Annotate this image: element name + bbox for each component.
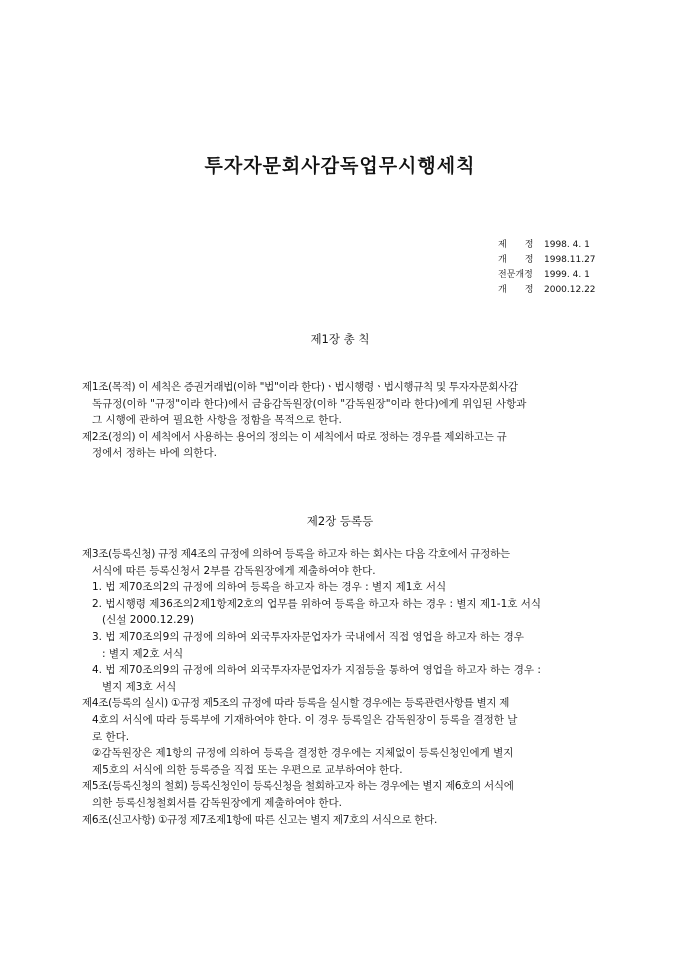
article-2-line: 제2조(정의) 이 세칙에서 사용하는 용어의 정의는 이 세칙에서 따로 정하는 경우를 제외하고는 규 [82, 430, 507, 443]
document-title: 투자자문회사감독업무시행세칙 [204, 155, 476, 177]
history-date: 2000.12.22 [544, 285, 596, 295]
chapter-2-heading: 제2장 등록등 [306, 514, 374, 528]
history-label: 전문개정 [498, 270, 533, 280]
article-4-paragraph: ②감독원장은 제1항의 규정에 의하여 등록을 결정한 경우에는 지체없이 등록신청인에게 별지 [92, 747, 514, 760]
history-date: 1998. 4. 1 [544, 240, 590, 250]
history-label: 제 정 [498, 240, 534, 250]
article-3-item: 2. 법시행령 제36조의2제1항제2호의 업무를 위하여 등록을 하고자 하는 경우 : 별지 제1-1호 서식 [92, 597, 542, 610]
chapter-1-heading: 제1장 총 칙 [310, 332, 370, 346]
article-3-item: 1. 법 제70조의2의 규정에 의하여 등록을 하고자 하는 경우 : 별지 제1호 서식 [92, 581, 447, 594]
article-4-line: 로 한다. [92, 730, 130, 743]
history-row [498, 253, 668, 268]
article-4-paragraph: 제5호의 서식에 의한 등록증을 직접 또는 우편으로 교부하여야 한다. [92, 763, 403, 776]
history-row [498, 283, 668, 298]
history-label: 개 정 [498, 285, 534, 295]
article-1-line: 그 시행에 관하여 필요한 사항을 정함을 목적으로 한다. [92, 414, 342, 427]
chapter-1-body [82, 379, 602, 462]
article-3-item: 4. 법 제70조의9의 규정에 의하여 외국투자자문업자가 지점등을 통하여 영업을 하고자 하는 경우 : [92, 664, 541, 677]
history-row [498, 238, 668, 253]
article-5-line: 의한 등록신청철회서를 감독원장에게 제출하여야 한다. [92, 796, 342, 809]
article-3-line: 서식에 따른 등록신청서 2부를 감독원장에게 제출하여야 한다. [92, 564, 376, 577]
article-4-line: 제4조(등록의 실시) ①규정 제5조의 규정에 따라 등록을 실시할 경우에는 등록관련사항를 별지 제 [82, 697, 510, 710]
article-1-line: 제1조(목적) 이 세칙은 증권거래법(이하 "법"이라 한다)ㆍ법시행령ㆍ법시행규칙 및 투자자문회사감 [82, 381, 518, 393]
article-1-line: 독규정(이하 "규정"이라 한다)에서 금융감독원장(이하 "감독원장"이라 한다)에게 위임된 사항과 [92, 397, 527, 410]
history-label: 개 정 [498, 255, 534, 265]
article-2-line: 정에서 정하는 바에 의한다. [92, 447, 217, 460]
history-row [498, 268, 668, 283]
history-date: 1999. 4. 1 [544, 270, 590, 280]
article-3-line: 제3조(등록신청) 규정 제4조의 규정에 의하여 등록을 하고자 하는 회사는 다음 각호에서 규정하는 [82, 548, 510, 560]
chapter-2-body [82, 546, 602, 828]
article-3-item-cont: : 별지 제2호 서식 [102, 647, 184, 660]
article-3-item: 3. 법 제70조의9의 규정에 의하여 외국투자자문업자가 국내에서 직접 영업을 하고자 하는 경우 [92, 630, 524, 643]
article-6-line: 제6조(신고사항) ①규정 제7조제1항에 따른 신고는 별지 제7호의 서식으로 한다. [82, 813, 438, 826]
article-5-line: 제5조(등록신청의 철회) 등록신청인이 등록신청을 철회하고자 하는 경우에는 별지 제6호의 서식에 [82, 780, 514, 793]
history-date: 1998.11.27 [544, 255, 596, 265]
amendment-history [498, 238, 668, 298]
article-3-item-cont: (신설 2000.12.29) [102, 614, 194, 627]
article-3-item-cont: 별지 제3호 서식 [102, 680, 177, 693]
article-4-line: 4호의 서식에 따라 등록부에 기재하여야 한다. 이 경우 등록일은 감독원장이 등록을 결정한 날 [92, 713, 518, 726]
